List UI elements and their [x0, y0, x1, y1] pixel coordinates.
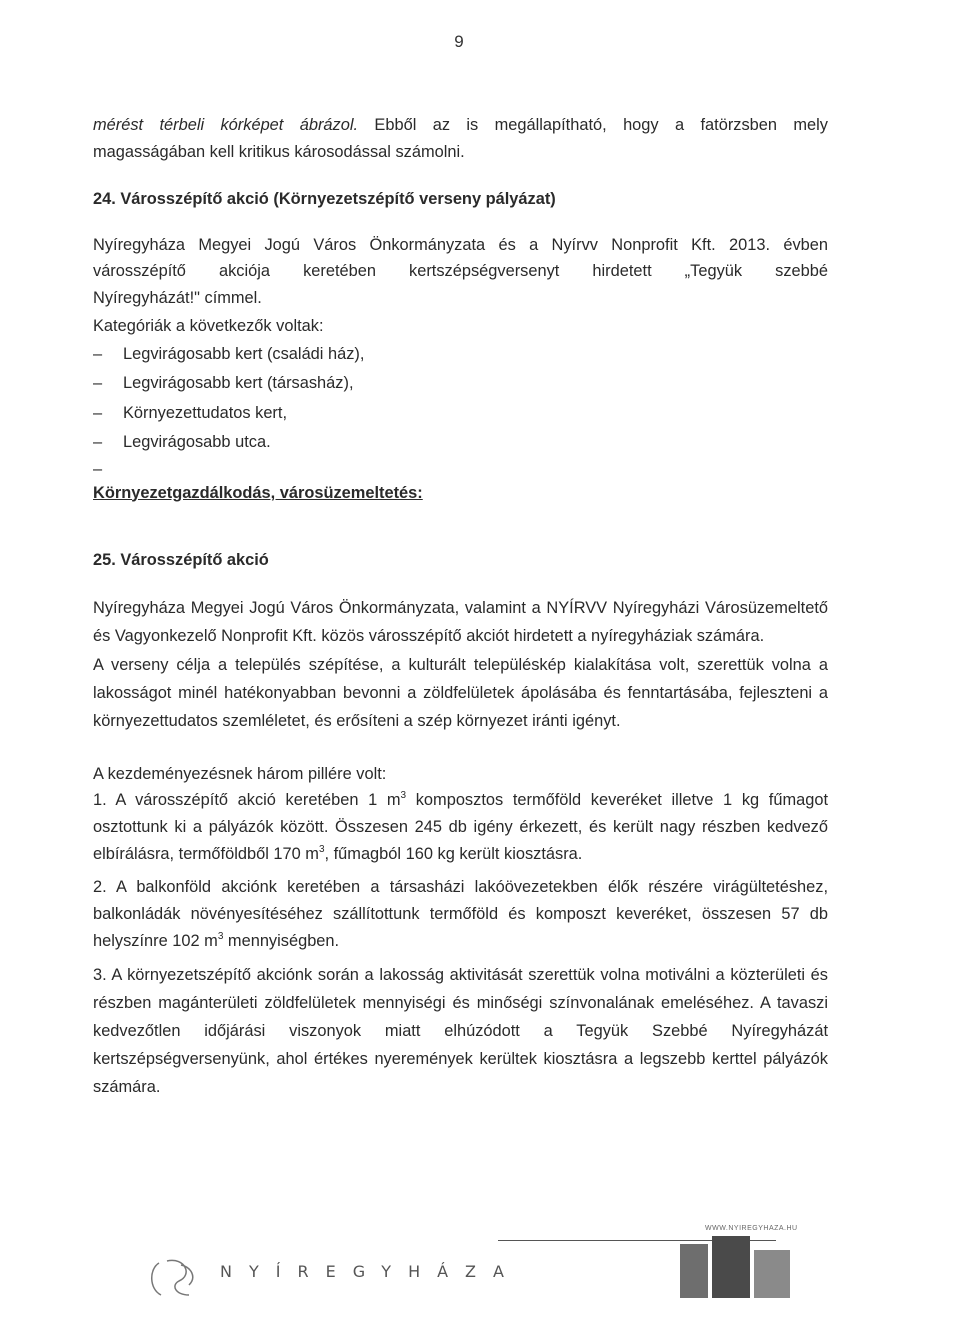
footer-graphic [680, 1236, 790, 1298]
intro-line1: mérést térbeli kórképet ábrázol. Ebből az is megállapítható, hogy a fatörzsben mely [93, 116, 828, 134]
list-item: – [93, 459, 103, 478]
section-25-paragraph-1: Nyíregyháza Megyei Jogú Város Önkormányzata, valamint a NYÍRVV Nyíregyházi Városüzemeltető és Vagyonkezelő Nonprofit Kft. közös városszépítő akciót hirdetett a nyíregyháziak számára. [93, 598, 828, 645]
pillar-item-1: 1. A városszépítő akció keretében 1 $m^3$ komposztos termőföld keveréket illetve 1 kg fűmagot osztottunk ki a pályázók között. Összesen 245 db igény érkezett, és került nagy részben kedvező elbírálásra, termőföldből 170 $m^3$, fűmagból 160 kg került kiosztásra. [93, 789, 828, 863]
section-25-heading: 25. Városszépítő akció [93, 551, 269, 569]
list-item: – Legvirágosabb utca. [93, 433, 271, 451]
pillar-item-3: 3. A környezetszépítő akciónk során a lakosság aktivitását szerettük volna motiválni a közterületi és részben magánterületi zöldfelületek mennyiségi és minőségi színvonalának emeléséhez. A tavaszi kedvezőtlen időjárási viszonyok miatt elhúzódott a Tegyük Szebbé Nyíregyházát kertszépségversenyünk, ahol értékes nyeremények kerültek kiosztásra a legszebb kerttel pályázók számára. [93, 966, 828, 1096]
document-body [93, 112, 828, 1101]
section-24-heading: 24. Városszépítő akció (Környezetszépítő verseny pályázat) [93, 190, 556, 208]
list-item: – Legvirágosabb kert (családi ház), [93, 344, 365, 363]
section-24-line1: Nyíregyháza Megyei Jogú Város Önkormányzata és a Nyírvv Nonprofit Kft. 2013. évben [93, 235, 828, 254]
section-24-line3: Nyíregyházát!" címmel. [93, 288, 262, 307]
section-24-line2: városszépítő akciója keretében kertszépségversenyt hirdetett „Tegyük szebbé [93, 262, 828, 280]
section-24-paragraph [93, 232, 828, 312]
list-item: – Környezettudatos kert, [93, 403, 287, 422]
logo-wordmark: NYÍREGYHÁZA [220, 1262, 521, 1281]
page-footer [0, 1210, 960, 1333]
city-logo-icon [145, 1255, 215, 1301]
pillars-intro: A kezdeményezésnek három pillére volt: [93, 764, 387, 783]
page-number: 9 [454, 32, 464, 51]
pillar-item-2: 2. A balkonföld akciónk keretében a társasházi lakóövezetekben élők részére virágültetéshez, balkonládák növényesítéséhez szállítottunk termőföld és komposzt keveréket, összesen 57 db helyszínre 102 $m^3$ mennyiségben. [93, 878, 828, 950]
footer-url: WWW.NYIREGYHAZA.HU [705, 1225, 798, 1232]
intro-line2: magasságában kell kritikus károsodással számolni. [93, 142, 465, 161]
list-item: – Legvirágosabb kert (társasház), [93, 374, 354, 392]
categories-intro: Kategóriák a következők voltak: [93, 317, 324, 335]
section-title: Környezetgazdálkodás, városüzemeltetés: [93, 483, 423, 502]
section-25-paragraph-2: A verseny célja a település szépítése, a kulturált településkép kialakítása volt, szerettük volna a lakosságot minél hatékonyabban bevonni a zöldfelületek ápolásába és fenntartásába, fejleszteni a környezettudatos szemléletet, és erősíteni a szép környezet iránti igényt. [93, 655, 828, 730]
intro-paragraph [93, 112, 828, 165]
categories-list [93, 340, 828, 480]
